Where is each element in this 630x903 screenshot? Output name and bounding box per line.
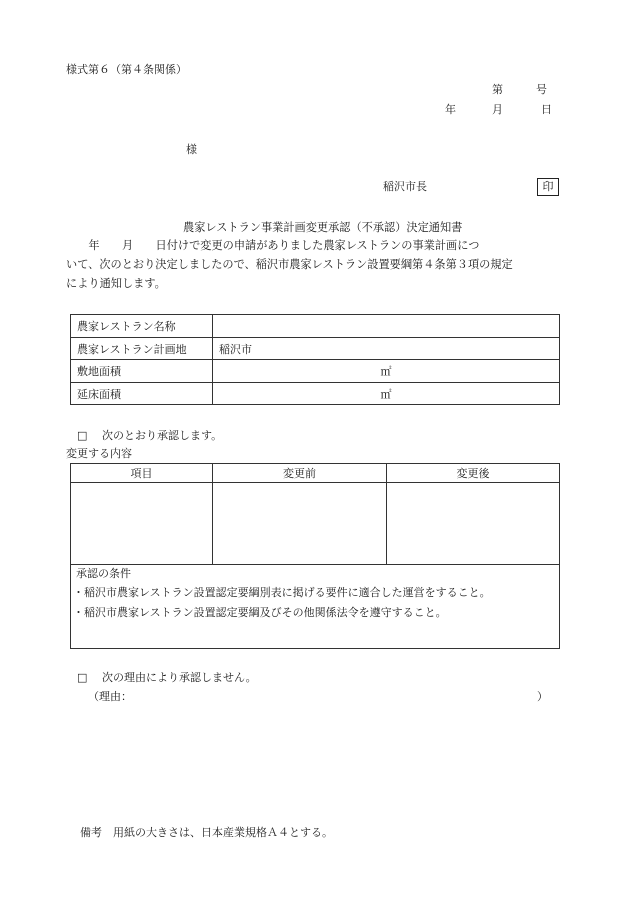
reason-open: （理由： [88,690,132,703]
change-after-cell[interactable] [387,483,560,565]
reject-label: 次の理由により承認しません。 [102,671,257,684]
condition-item: ・稲沢市農家レストラン設置認定要綱及びその他関係法令を遵守すること。 [73,606,447,619]
floor-area-label: 延床面積 [71,383,213,405]
body-line-3: により通知します。 [66,277,166,290]
restaurant-name-value[interactable] [213,315,560,338]
change-before-cell[interactable] [213,483,387,565]
reason-close: ） [537,690,548,703]
document-title: 農家レストラン事業計画変更承認（不承認）決定通知書 [183,221,463,234]
floor-area-value[interactable]: ㎡ [213,383,560,405]
table-header-row [71,464,560,483]
info-table [70,314,560,405]
table-row [71,383,560,405]
addressee-suffix: 様 [186,143,197,156]
plan-site-label: 農家レストラン計画地 [71,338,213,360]
change-item-cell[interactable] [71,483,213,565]
date-month: 月 [492,103,503,116]
seal-stamp: 印 [537,178,559,196]
issuer-name: 稲沢市長 [383,180,427,193]
table-row [71,483,560,565]
column-header-after: 変更後 [387,464,560,483]
site-area-value[interactable]: ㎡ [213,360,560,383]
date-year: 年 [445,103,456,116]
column-header-before: 変更前 [213,464,387,483]
document-number: 第 号 [492,83,547,96]
site-area-label: 敷地面積 [71,360,213,383]
body-text [66,236,556,293]
changes-table [70,463,560,565]
body-line-1: 年 月 日付けで変更の申請がありました農家レストランの事業計画につ [66,239,480,252]
footnote: 備考 用紙の大きさは、日本産業規格Ａ４とする。 [80,826,333,839]
reject-checkbox[interactable]: □ [77,671,88,684]
approve-checkbox[interactable]: □ [77,429,88,442]
approve-label: 次のとおり承認します。 [102,429,223,442]
conditions-title: 承認の条件 [76,567,131,580]
changes-label: 変更する内容 [66,447,132,460]
table-row [71,360,560,383]
table-row [71,338,560,360]
form-code: 様式第６（第４条関係） [66,63,187,76]
table-row [71,315,560,338]
restaurant-name-label: 農家レストラン名称 [71,315,213,338]
plan-site-value[interactable]: 稲沢市 [213,338,560,360]
condition-item: ・稲沢市農家レストラン設置認定要綱別表に掲げる要件に適合した運営をすること。 [73,586,491,599]
date-day: 日 [541,103,552,116]
column-header-item: 項目 [71,464,213,483]
body-line-2: いて、次のとおり決定しましたので、稲沢市農家レストラン設置要綱第４条第３項の規定 [66,258,513,271]
